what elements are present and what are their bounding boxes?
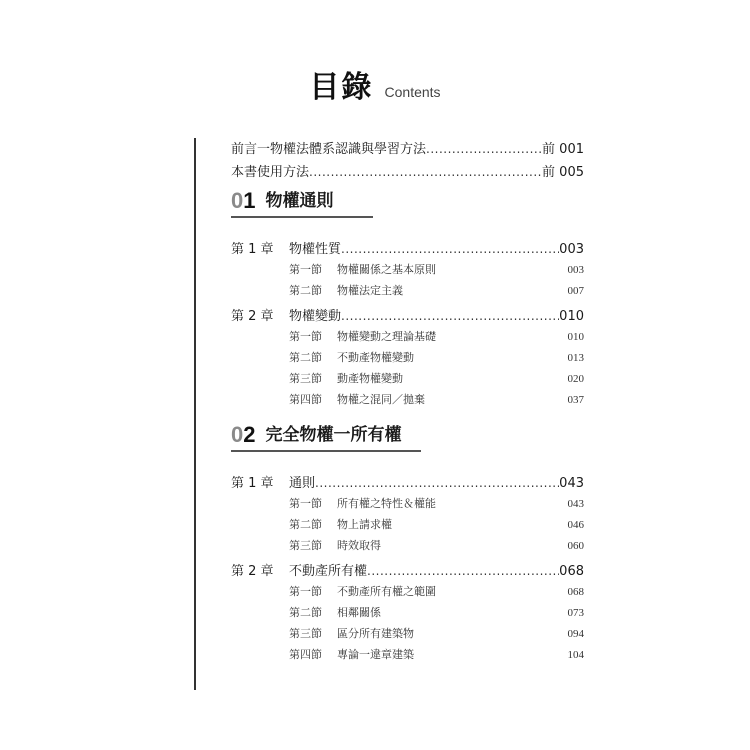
section-number: 第一節 (289, 331, 322, 343)
chapter-title: 物權變動 (289, 309, 342, 324)
section-title: 相鄰關係 (337, 607, 381, 619)
dot-leader (426, 142, 542, 156)
chapter-title: 通則 (289, 476, 316, 491)
section-entry[interactable] (289, 261, 584, 282)
section-page: 003 (567, 264, 584, 276)
section-entry[interactable] (289, 583, 584, 604)
toc-entry-preface[interactable] (231, 138, 584, 161)
margin-rule (194, 138, 196, 690)
section-title: 不動產所有權之範圍 (337, 586, 436, 598)
chapter-entry[interactable] (231, 560, 584, 583)
section-entry[interactable] (289, 328, 584, 349)
section-number: 第二節 (289, 285, 322, 297)
section-number: 第三節 (289, 628, 322, 640)
section-title: 物上請求權 (337, 519, 392, 531)
chapter-page: 003 (559, 242, 584, 257)
chapter-number: 第 1 章 (231, 476, 274, 491)
section-title: 物權法定主義 (337, 285, 403, 297)
chapter-page: 010 (559, 309, 584, 324)
part-number: 01 (231, 188, 256, 213)
toc-entry-usage[interactable] (231, 161, 584, 184)
chapter-title: 物權性質 (289, 242, 342, 257)
section-number: 第二節 (289, 352, 322, 364)
section-number: 第三節 (289, 373, 322, 385)
section-number: 第三節 (289, 540, 322, 552)
entry-label: 前言一物權法體系認識與學習方法 (231, 142, 427, 157)
chapter-page: 068 (559, 564, 584, 579)
section-page: 104 (567, 649, 584, 661)
toc-heading (0, 62, 750, 106)
page-subtitle: Contents (384, 84, 441, 100)
entry-page: 前 005 (542, 165, 584, 180)
section-title: 所有權之特性＆權能 (337, 498, 436, 510)
section-page: 037 (567, 394, 584, 406)
section-entry[interactable] (289, 604, 584, 625)
section-entry[interactable] (289, 516, 584, 537)
dot-leader (341, 309, 559, 323)
dot-leader (309, 165, 542, 179)
part-title: 物權通則 (265, 191, 334, 211)
dot-leader (367, 564, 559, 578)
section-entry[interactable] (289, 537, 584, 558)
section-entry[interactable] (289, 370, 584, 391)
section-number: 第一節 (289, 498, 322, 510)
section-entry[interactable] (289, 625, 584, 646)
part-number: 02 (231, 422, 256, 447)
part-heading[interactable] (231, 186, 584, 212)
section-entry[interactable] (289, 391, 584, 412)
section-number: 第四節 (289, 394, 322, 406)
section-page: 060 (567, 540, 584, 552)
section-page: 046 (567, 519, 584, 531)
section-number: 第二節 (289, 519, 322, 531)
section-page: 068 (567, 586, 584, 598)
section-title: 不動產物權變動 (337, 352, 414, 364)
toc-body (231, 138, 584, 667)
section-page: 020 (567, 373, 584, 385)
page-title: 目錄 (309, 70, 374, 105)
section-number: 第二節 (289, 607, 322, 619)
section-page: 013 (567, 352, 584, 364)
section-title: 時效取得 (337, 540, 381, 552)
chapter-number: 第 2 章 (231, 564, 274, 579)
section-entry[interactable] (289, 495, 584, 516)
chapter-title: 不動產所有權 (289, 564, 368, 579)
section-page: 043 (567, 498, 584, 510)
section-title: 物權之混同／拋棄 (337, 394, 425, 406)
section-page: 010 (567, 331, 584, 343)
section-entry[interactable] (289, 646, 584, 667)
section-number: 第一節 (289, 586, 322, 598)
section-title: 專論一違章建築 (337, 649, 414, 661)
section-page: 073 (567, 607, 584, 619)
section-title: 區分所有建築物 (337, 628, 414, 640)
chapter-entry[interactable] (231, 472, 584, 495)
part-title: 完全物權一所有權 (265, 425, 402, 445)
dot-leader (341, 242, 559, 256)
section-number: 第一節 (289, 264, 322, 276)
dot-leader (315, 476, 559, 490)
entry-page: 前 001 (542, 142, 584, 157)
section-page: 094 (567, 628, 584, 640)
section-entry[interactable] (289, 349, 584, 370)
chapter-number: 第 2 章 (231, 309, 274, 324)
chapter-entry[interactable] (231, 238, 584, 261)
part-heading[interactable] (231, 420, 584, 446)
section-title: 動產物權變動 (337, 373, 403, 385)
chapter-page: 043 (559, 476, 584, 491)
section-title: 物權變動之理論基礎 (337, 331, 436, 343)
section-title: 物權關係之基本原則 (337, 264, 436, 276)
section-page: 007 (567, 285, 584, 297)
chapter-entry[interactable] (231, 305, 584, 328)
section-entry[interactable] (289, 282, 584, 303)
chapter-number: 第 1 章 (231, 242, 274, 257)
section-number: 第四節 (289, 649, 322, 661)
entry-label: 本書使用方法 (231, 165, 310, 180)
